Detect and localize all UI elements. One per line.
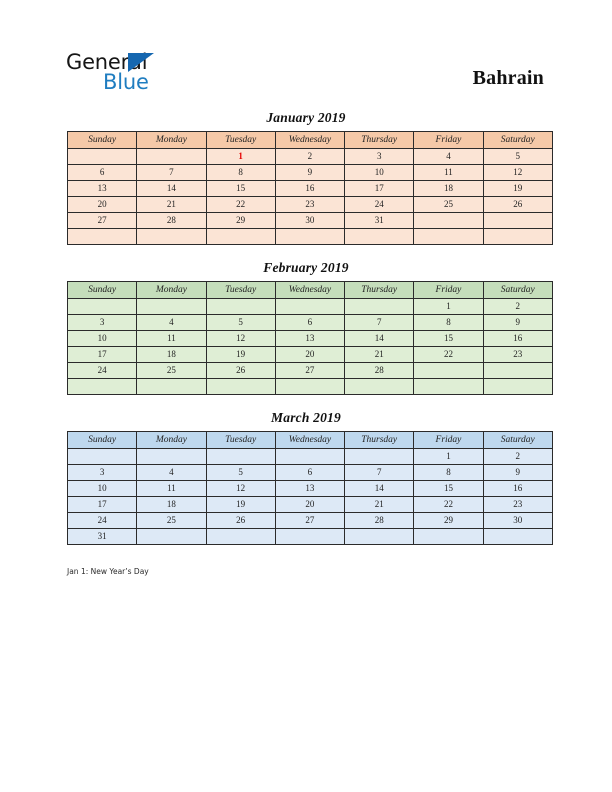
calendar-day-cell[interactable]: 10 xyxy=(68,331,137,347)
calendar-day-cell[interactable]: 27 xyxy=(275,363,344,379)
calendar-empty-cell xyxy=(483,229,552,245)
calendar-day-cell[interactable]: 4 xyxy=(137,465,206,481)
calendar-day-cell[interactable]: 29 xyxy=(206,213,275,229)
weekday-header-wednesday: Wednesday xyxy=(275,432,344,449)
calendar-day-cell[interactable]: 26 xyxy=(483,197,552,213)
weekday-header-friday: Friday xyxy=(414,132,483,149)
calendar-empty-cell xyxy=(345,379,414,395)
calendar-body xyxy=(68,449,553,545)
calendar-empty-cell xyxy=(137,149,206,165)
calendar-day-cell[interactable]: 15 xyxy=(414,331,483,347)
calendar-day-cell[interactable]: 20 xyxy=(275,497,344,513)
calendar-empty-cell xyxy=(137,229,206,245)
calendar-day-cell[interactable]: 8 xyxy=(206,165,275,181)
calendar-day-cell[interactable]: 23 xyxy=(483,497,552,513)
calendar-day-cell[interactable]: 12 xyxy=(483,165,552,181)
calendar-empty-cell xyxy=(345,529,414,545)
calendar-day-cell[interactable]: 22 xyxy=(206,197,275,213)
calendar-week-row xyxy=(68,149,553,165)
calendar-day-cell[interactable]: 5 xyxy=(206,465,275,481)
calendar-empty-cell xyxy=(68,229,137,245)
calendar-day-cell[interactable]: 14 xyxy=(137,181,206,197)
calendar-day-cell[interactable]: 9 xyxy=(483,465,552,481)
calendar-day-cell[interactable]: 19 xyxy=(483,181,552,197)
calendar-empty-cell xyxy=(206,449,275,465)
calendar-week-row xyxy=(68,513,553,529)
holiday-notes-list xyxy=(67,566,545,578)
calendar-day-cell[interactable]: 8 xyxy=(414,465,483,481)
weekday-header-sunday: Sunday xyxy=(68,432,137,449)
calendar-empty-cell xyxy=(68,379,137,395)
weekday-header-saturday: Saturday xyxy=(483,132,552,149)
calendar-day-cell[interactable]: 7 xyxy=(345,465,414,481)
calendar-day-cell[interactable]: 24 xyxy=(68,513,137,529)
weekday-header-sunday: Sunday xyxy=(68,132,137,149)
calendar-day-cell[interactable]: 4 xyxy=(137,315,206,331)
calendar-week-row xyxy=(68,529,553,545)
calendar-day-cell[interactable]: 19 xyxy=(206,347,275,363)
calendar-body xyxy=(68,299,553,395)
calendar-day-cell[interactable]: 24 xyxy=(68,363,137,379)
calendar-body xyxy=(68,149,553,245)
weekday-header-saturday: Saturday xyxy=(483,282,552,299)
logo-word-general: General xyxy=(66,50,148,74)
calendar-empty-cell xyxy=(275,229,344,245)
calendar-day-cell[interactable]: 13 xyxy=(275,331,344,347)
calendar-day-cell[interactable]: 15 xyxy=(414,481,483,497)
month-title: January 2019 xyxy=(266,110,346,125)
calendar-day-cell[interactable]: 12 xyxy=(206,331,275,347)
calendar-empty-cell xyxy=(206,529,275,545)
month-title: March 2019 xyxy=(271,410,341,425)
calendar-empty-cell xyxy=(483,379,552,395)
calendar-day-cell[interactable]: 3 xyxy=(345,149,414,165)
calendar-day-cell[interactable]: 16 xyxy=(483,481,552,497)
weekday-header-monday: Monday xyxy=(137,132,206,149)
calendar-empty-cell xyxy=(414,363,483,379)
calendar-week-row xyxy=(68,229,553,245)
weekday-header-monday: Monday xyxy=(137,432,206,449)
calendar-day-cell[interactable]: 30 xyxy=(275,213,344,229)
calendar-day-cell[interactable]: 31 xyxy=(345,213,414,229)
calendar-week-row xyxy=(68,299,553,315)
calendar-day-cell[interactable]: 3 xyxy=(68,465,137,481)
weekday-header-friday: Friday xyxy=(414,432,483,449)
calendar-empty-cell xyxy=(414,229,483,245)
calendar-day-cell[interactable]: 5 xyxy=(483,149,552,165)
page-title: Bahrain xyxy=(472,67,544,89)
calendar-day-cell[interactable]: 17 xyxy=(345,181,414,197)
calendar-week-row xyxy=(68,331,553,347)
calendar-week-row xyxy=(68,449,553,465)
calendar-header-row xyxy=(68,282,553,299)
calendar-day-cell[interactable]: 8 xyxy=(414,315,483,331)
calendar-day-cell[interactable]: 21 xyxy=(345,347,414,363)
calendar-day-cell[interactable]: 15 xyxy=(206,181,275,197)
calendar-day-cell[interactable]: 31 xyxy=(68,529,137,545)
calendar-day-cell[interactable]: 28 xyxy=(137,213,206,229)
weekday-header-sunday: Sunday xyxy=(68,282,137,299)
calendar-empty-cell xyxy=(483,213,552,229)
weekday-header-tuesday: Tuesday xyxy=(206,282,275,299)
calendar-day-cell[interactable]: 10 xyxy=(345,165,414,181)
calendar-empty-cell xyxy=(206,379,275,395)
calendar-table xyxy=(67,281,553,395)
calendar-day-cell[interactable]: 24 xyxy=(345,197,414,213)
calendar-table xyxy=(67,131,553,245)
calendar-day-cell[interactable]: 18 xyxy=(137,347,206,363)
calendar-table xyxy=(67,431,553,545)
calendar-day-cell[interactable]: 28 xyxy=(345,513,414,529)
weekday-header-thursday: Thursday xyxy=(345,282,414,299)
month-title: February 2019 xyxy=(263,260,349,275)
calendar-empty-cell xyxy=(414,379,483,395)
calendar-day-cell[interactable]: 9 xyxy=(483,315,552,331)
calendar-day-cell[interactable]: 22 xyxy=(414,497,483,513)
calendar-day-cell[interactable]: 6 xyxy=(275,465,344,481)
calendar-empty-cell xyxy=(137,299,206,315)
weekday-header-tuesday: Tuesday xyxy=(206,132,275,149)
calendar-day-cell[interactable]: 19 xyxy=(206,497,275,513)
calendar-day-cell[interactable]: 2 xyxy=(483,299,552,315)
calendar-day-cell[interactable]: 28 xyxy=(345,363,414,379)
calendar-day-cell[interactable]: 26 xyxy=(206,363,275,379)
holiday-note: Jan 1: New Year’s Day xyxy=(67,567,149,576)
calendar-empty-cell xyxy=(275,449,344,465)
calendar-day-cell[interactable]: 18 xyxy=(137,497,206,513)
calendar-day-cell[interactable]: 14 xyxy=(345,331,414,347)
calendar-day-cell[interactable]: 25 xyxy=(414,197,483,213)
calendar-week-row xyxy=(68,165,553,181)
calendar-day-cell[interactable]: 3 xyxy=(68,315,137,331)
calendar-day-cell[interactable]: 13 xyxy=(275,481,344,497)
calendar-day-cell[interactable]: 7 xyxy=(137,165,206,181)
calendar-week-row xyxy=(68,181,553,197)
calendar-empty-cell xyxy=(137,529,206,545)
month-section-january xyxy=(67,110,545,245)
calendar-day-cell[interactable]: 14 xyxy=(345,481,414,497)
calendar-empty-cell xyxy=(275,529,344,545)
calendar-day-cell[interactable]: 16 xyxy=(483,331,552,347)
weekday-header-wednesday: Wednesday xyxy=(275,282,344,299)
calendar-empty-cell xyxy=(414,529,483,545)
weekday-header-friday: Friday xyxy=(414,282,483,299)
calendar-day-cell[interactable]: 6 xyxy=(68,165,137,181)
calendar-week-row xyxy=(68,315,553,331)
calendar-day-cell[interactable]: 25 xyxy=(137,363,206,379)
calendar-day-cell[interactable]: 18 xyxy=(414,181,483,197)
calendar-day-cell[interactable]: 23 xyxy=(483,347,552,363)
page-header xyxy=(0,0,612,105)
calendar-day-cell[interactable]: 20 xyxy=(275,347,344,363)
calendar-empty-cell xyxy=(206,229,275,245)
month-section-march xyxy=(67,410,545,545)
calendar-day-cell[interactable]: 10 xyxy=(68,481,137,497)
calendar-day-cell[interactable]: 11 xyxy=(137,331,206,347)
calendar-week-row xyxy=(68,497,553,513)
calendar-day-cell[interactable]: 21 xyxy=(345,497,414,513)
calendar-day-cell[interactable]: 11 xyxy=(137,481,206,497)
calendar-day-cell[interactable]: 2 xyxy=(483,449,552,465)
weekday-header-tuesday: Tuesday xyxy=(206,432,275,449)
calendar-day-cell[interactable]: 6 xyxy=(275,315,344,331)
calendar-empty-cell xyxy=(345,229,414,245)
calendar-week-row xyxy=(68,465,553,481)
calendar-empty-cell xyxy=(275,379,344,395)
calendar-empty-cell xyxy=(345,449,414,465)
calendar-day-cell[interactable]: 5 xyxy=(206,315,275,331)
calendar-day-cell[interactable]: 27 xyxy=(68,213,137,229)
calendar-week-row xyxy=(68,197,553,213)
calendar-holiday-cell[interactable]: 1 xyxy=(206,149,275,165)
calendar-day-cell[interactable]: 17 xyxy=(68,497,137,513)
calendar-day-cell[interactable]: 27 xyxy=(275,513,344,529)
weekday-header-thursday: Thursday xyxy=(345,132,414,149)
calendar-week-row xyxy=(68,481,553,497)
calendar-day-cell[interactable]: 2 xyxy=(275,149,344,165)
calendar-empty-cell xyxy=(275,299,344,315)
calendar-day-cell[interactable]: 12 xyxy=(206,481,275,497)
calendar-day-cell[interactable]: 1 xyxy=(414,299,483,315)
calendar-day-cell[interactable]: 26 xyxy=(206,513,275,529)
calendar-empty-cell xyxy=(137,449,206,465)
calendar-day-cell[interactable]: 4 xyxy=(414,149,483,165)
calendar-empty-cell xyxy=(414,213,483,229)
calendar-day-cell[interactable]: 23 xyxy=(275,197,344,213)
calendar-week-row xyxy=(68,347,553,363)
logo-word-blue: Blue xyxy=(103,70,149,94)
weekday-header-monday: Monday xyxy=(137,282,206,299)
calendar-day-cell[interactable]: 11 xyxy=(414,165,483,181)
calendar-week-row xyxy=(68,363,553,379)
calendar-empty-cell xyxy=(206,299,275,315)
calendar-day-cell[interactable]: 25 xyxy=(137,513,206,529)
weekday-header-wednesday: Wednesday xyxy=(275,132,344,149)
calendar-week-row xyxy=(68,213,553,229)
calendar-day-cell[interactable]: 30 xyxy=(483,513,552,529)
calendar-day-cell[interactable]: 13 xyxy=(68,181,137,197)
calendar-empty-cell xyxy=(137,379,206,395)
month-section-february xyxy=(67,260,545,395)
calendar-day-cell[interactable]: 17 xyxy=(68,347,137,363)
calendar-empty-cell xyxy=(68,449,137,465)
calendar-day-cell[interactable]: 16 xyxy=(275,181,344,197)
calendar-day-cell[interactable]: 1 xyxy=(414,449,483,465)
calendar-header-row xyxy=(68,432,553,449)
calendar-week-row xyxy=(68,379,553,395)
calendar-empty-cell xyxy=(483,529,552,545)
calendar-day-cell[interactable]: 20 xyxy=(68,197,137,213)
calendar-empty-cell xyxy=(483,363,552,379)
calendar-day-cell[interactable]: 7 xyxy=(345,315,414,331)
calendar-day-cell[interactable]: 22 xyxy=(414,347,483,363)
calendar-empty-cell xyxy=(68,149,137,165)
general-blue-logo xyxy=(66,50,246,100)
calendar-day-cell[interactable]: 29 xyxy=(414,513,483,529)
calendar-day-cell[interactable]: 21 xyxy=(137,197,206,213)
calendar-header-row xyxy=(68,132,553,149)
calendar-empty-cell xyxy=(68,299,137,315)
calendar-day-cell[interactable]: 9 xyxy=(275,165,344,181)
weekday-header-thursday: Thursday xyxy=(345,432,414,449)
calendar-empty-cell xyxy=(345,299,414,315)
weekday-header-saturday: Saturday xyxy=(483,432,552,449)
